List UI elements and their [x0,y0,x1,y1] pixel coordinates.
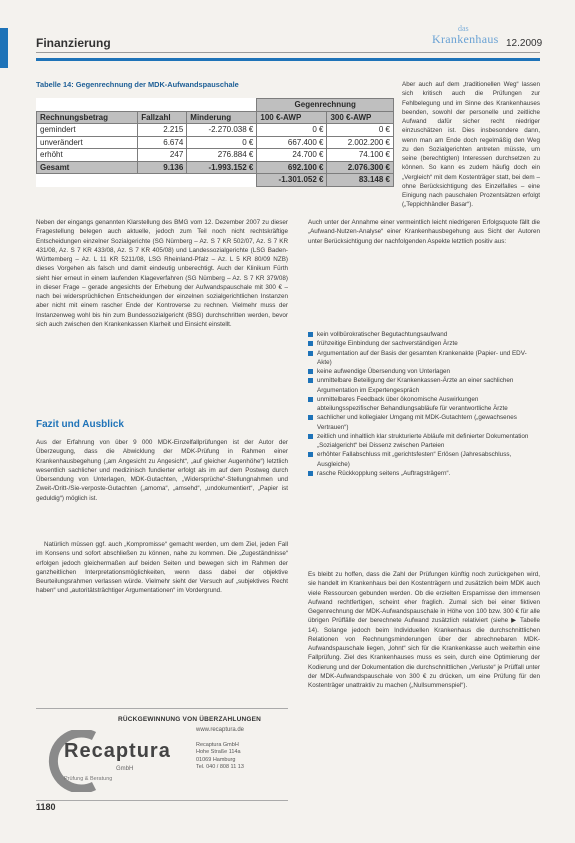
list-item: Argumentation auf der Basis der gesamten Krankenakte (Papier- und EDV-Akte) [308,349,540,368]
list-item: zeitlich und inhaltlich klar strukturierte Abläufe mit definierter Dokumentation „Sozialgericht“ bei Dissenz zwischen Parteien [308,432,540,451]
gegenrechnung-table [36,98,394,187]
table-cell: erhöht [37,149,138,162]
fazit-text [36,438,288,680]
magazine-logo-name: Krankenhaus [432,32,499,46]
table-cell: -2.270.038 € [187,124,257,137]
table-row [37,149,394,162]
column-header: Minderung [187,111,257,124]
table-cell: 2.215 [138,124,187,137]
header-accent-rule [36,58,540,61]
aspects-list [308,330,540,478]
ad-address-line: Tel. 040 / 808 11 13 [196,764,244,771]
ad-gmbh: GmbH [116,766,134,772]
list-item: rasche Rückkopplung seitens „Auftragsträgern“. [308,469,540,478]
table-cell: unverändert [37,136,138,149]
ad-website: www.recaptura.de [196,727,245,733]
column-header: Rechnungsbetrag [37,111,138,124]
table-cell: 74.100 € [327,149,394,162]
ad-address-line: Recaptura GmbH [196,742,239,748]
list-item: frühzeitige Einbindung der sachverständigen Ärzte [308,339,540,348]
paragraph: Neben der eingangs genannten Klarstellung des BMG vom 12. Dezember 2007 zu dieser Fragestellung belegen auch aktuelle, jedoch zum Teil noch nicht rechtskräftige Entscheidungen einzelner Sozialgerichte (SG Nürnberg – Az. S 7 KR 502/07, Az. S 7 KR 431/08, Az. S 7 KR 433/08, Az. S 7 KR 405/08) und Landessozialgerichte (LSG Baden-Württemberg – Az. L 11 KR 5211/08, LSG Rheinland-Pfalz – Az. L 5 KR 80/09 NZB) dieses Vorgehen als falsch und damit eindeutig unberechtigt. Auch der Klinikum Fürth sieht hier erneut in einem laufenden Klageverfahren (SG Nürnberg – Az. S 7 KR 379/08) in dieser Frage – gerade angesichts der Erhebung der Aufwandspauschale mit 300 € – nach bei widersprüchlichen Entscheidungen der einzelnen sozialgerichtlichen Instanzen aber nicht mit einem rascher Ende der Kontroverse zu rechnen. Vielmehr muss der Instanzenweg wohl bis hin zum Bundessozialgericht (BSG) durchschritten werden, bevor sich auch zwischen den Krankenkassen Klarheit und Einsicht einstellt. [36,219,288,328]
section-title: Finanzierung [36,36,111,50]
paragraph: Es bleibt zu hoffen, dass die Zahl der Prüfungen künftig noch zurückgehen wird, sie handelt im Krankenhaus bei den Kostenträgern und zusätzlich beim MDK auch viele Ressourcen gebunden werden. Ob die erzielten Ersparnisse den immensen Aufwand rechtfertigen, scheint eher fraglich. Zumal sich bei einer fiktiven Gegenrechnung der MDK-Aufwandspauschale in Höhe von 100 bzw. 300 € für alle übrigen Prüffälle der berechnete Aufwand zusätzlich relativiert (siehe ▶ Tabelle 14). Solange jedoch beim Individuellen Krankenhaus die durchschnittlichen Relationen von Rechnungsminderungen über der abrechnebaren MDK-Aufwandspauschale liegen, „lohnt“ sich für die Krankenkasse auch weiterhin eine Fallprüfung. Ziel des Krankenhauses muss es sein, durch eine Optimierung der Kodierung und der Dokumentation die durchschnittlichen „Verluste“ je Prüffall unter der MDK-Aufwandspauschale von 300 € zu drücken, um eine Prüfung für den Kostenträger unattraktiv zu machen („Nullsummenspiel“). [308,571,540,689]
issue-date: 12.2009 [506,38,543,49]
table-total-row [37,161,394,174]
table-cell: -1.993.152 € [187,161,257,174]
table-cell: 276.884 € [187,149,257,162]
ad-address-line: 01069 Hamburg [196,756,236,763]
table-cell: 9.136 [138,161,187,174]
section-heading: Fazit und Ausblick [36,419,124,430]
table-cell: Gesamt [37,161,138,174]
paragraph: Aus der Erfahrung von über 9 000 MDK-Einzelfallprüfungen ist der Autor der Überzeugung, dass die Abwicklung der MDK-Prüfung in Rahmen einer Krankenhausbegehung („am Angesicht zu Angesicht“, „auf gleicher Augenhöhe“) letztlich wesentlich sachlicher und medizinisch fundierter erfolgt als im auf dem Postweg durch Übersendung von Unterlagen, MDK-Gutachten, „Widersprüche“-Stellungnahmen und Zweit-/Dritt-/Sie-verposte-Gutachten („amoma“, „amsehd“, „undokumentiert“, „Papier ist geduldig“) möglich ist. [36,439,288,502]
table-header-row [37,111,394,124]
list-item: kein vollbürokratischer Begutachtungsaufwand [308,330,540,339]
table-cell: 6.674 [138,136,187,149]
table-cell: 2.002.200 € [327,136,394,149]
table-cell: 0 € [327,124,394,137]
table-caption: Tabelle 14: Gegenrechnung der MDK-Aufwandspauschale [36,80,239,89]
table-cell: gemindert [37,124,138,137]
body-text-right-top [402,80,540,217]
table-cell: 667.400 € [257,136,327,149]
column-header: Fallzahl [138,111,187,124]
section-color-tab [0,28,8,68]
table-cell: 0 € [257,124,327,137]
table-cell: -1.301.052 € [257,174,327,187]
table-cell: 83.148 € [327,174,394,187]
table-cell: 2.076.300 € [327,161,394,174]
magazine-logo [432,22,504,48]
ad-divider [36,708,288,709]
table-net-row [37,174,394,187]
ad-bottom-divider [36,800,288,801]
ad-address [196,742,286,772]
table-cell: 692.100 € [257,161,327,174]
body-text-right-end [308,570,540,808]
list-item: sachlicher und kollegialer Umgang mit MDK-Gutachtern („gewachsenes Vertrauen“) [308,413,540,432]
paragraph: Auch unter der Annahme einer vermeintlich leicht niedrigeren Erfolgsquote fällt die „Aufwand-Nutzen-Analyse“ einer Krankenhausbegehung aus Sicht der Autoren unter Berücksichtigung der nachfolgenden Aspekte letztlich positiv aus: [308,219,540,245]
body-text-left [36,218,288,413]
ad-address-line: Hohe Straße 114a [196,749,241,756]
column-header: 100 €-AWP [257,111,327,124]
ad-tagline: Prüfung & Beratung [64,776,113,782]
recaptura-logo [42,730,192,792]
ad-heading: RÜCKGEWINNUNG VON ÜBERZAHLUNGEN [118,716,262,723]
ad-brand: Recaptura [64,740,171,762]
table-row [37,136,394,149]
table-cell: 24.700 € [257,149,327,162]
list-item: erhöhter Fallabschluss mit „gerichtsfesten“ Erlösen (Jahresabschluss, Ausgleiche) [308,450,540,469]
body-text-right-mid [308,218,540,323]
table-cell: 0 € [187,136,257,149]
column-header: 300 €-AWP [327,111,394,124]
paragraph: Aber auch auf dem „traditionellen Weg“ lassen sich kritisch auch die Prüfungen zur Fehlbelegung und im Sinne des Krankenhauses beenden, sowohl der personelle und zeitliche Aufwand dafür sicher recht niedriger einzuschätzen ist. Dies insbesondere dann, wenn man am Ende doch regelmäßig den Weg zu den Sozialgerichten antreten müsste, um seine (berechtigten) Interessen durchsetzen zu können. So kann es zudem häufig doch ein „Vergleich“ mit dem Kostenträger statt, bei dem – ohne Berücksichtigung des Einzelfalles – eine Einigung nach pauschalen Prozentsätzen erfolgt („Teppichhändler Basar“). [402,81,540,209]
list-item: unmittelbare Beteiligung der Krankenkassen-Ärzte an einer sachlichen Argumentation im Expertengespräch [308,376,540,395]
table-group-header: Gegenrechnung [257,99,394,112]
page-number: 1180 [36,802,56,812]
table-cell: 247 [138,149,187,162]
list-item: keine aufwendige Übersendung von Unterlagen [308,367,540,376]
magazine-logo-small: das [458,24,469,33]
header-rule [36,52,540,53]
table-group-header-row [37,99,394,112]
paragraph: Natürlich müssen ggf. auch „Kompromisse“ gemacht werden, um dem Ziel, jeden Fall im Konsens und sofort abschließen zu können, nahe zu kommen. Die „Zugeständnisse“ erfolgen jedoch gleichermaßen auf beiden Seiten und bewegen sich im Rahmen der ganzheitlichen Interpretationsmöglichkeiten, wenn dass dabei der objektive Beurteilungsrahmen verlassen würde. Vielmehr sieht der Versuch auf „subjektives Recht haben“ und „autoritätsträchtiger Argumentationen“ im Vordergrund. [36,541,288,595]
list-item: unmittelbares Feedback über ökonomische Auswirkungen abteilungsspezifischer Behandlungsabläufe für verantwortliche Ärzte [308,395,540,414]
table-row [37,124,394,137]
